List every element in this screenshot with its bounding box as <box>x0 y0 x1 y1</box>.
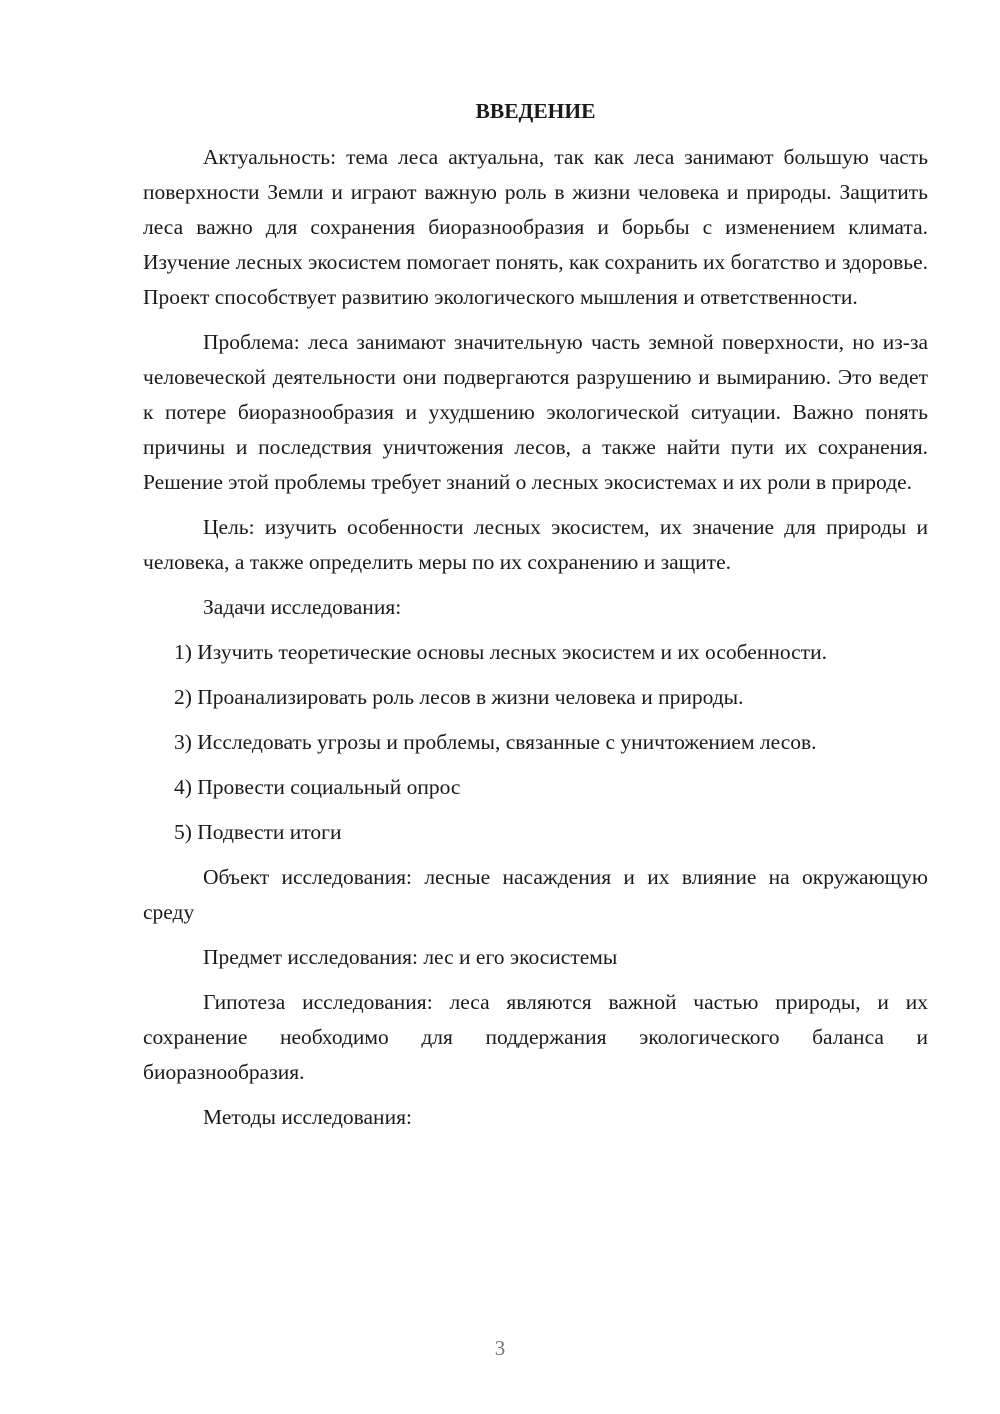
tasks-list <box>143 635 928 850</box>
goal-paragraph: Цель: изучить особенности лесных экосистем, их значение для природы и человека, а также определить меры по их сохранению и защите. <box>143 515 928 574</box>
section-heading: ВВЕДЕНИЕ <box>475 99 596 123</box>
subject-paragraph: Предмет исследования: лес и его экосистемы <box>203 945 618 969</box>
task-item: 2) Проанализировать роль лесов в жизни человека и природы. <box>174 685 744 709</box>
problem-paragraph: Проблема: леса занимают значительную часть земной поверхности, но из-за человеческой деятельности они подвергаются разрушению и вымиранию. Это ведет к потере биоразнообразия и ухудшению экологической ситуации. Важно понять причины и последствия уничтожения лесов, а также найти пути их сохранения. Решение этой проблемы требует знаний о лесных экосистемах и их роли в природе. <box>143 330 928 494</box>
hypothesis-paragraph: Гипотеза исследования: леса являются важной частью природы, и их сохранение необходимо для поддержания экологического баланса и биоразнообразия. <box>143 990 928 1084</box>
page-number: 3 <box>494 1336 506 1360</box>
task-item: 1) Изучить теоретические основы лесных экосистем и их особенности. <box>174 640 827 664</box>
tasks-title: Задачи исследования: <box>203 595 402 619</box>
task-item: 3) Исследовать угрозы и проблемы, связанные с уничтожением лесов. <box>174 730 817 754</box>
page-content <box>143 96 928 1145</box>
methods-title: Методы исследования: <box>203 1105 412 1129</box>
relevance-paragraph: Актуальность: тема леса актуальна, так как леса занимают большую часть поверхности Земли и играют важную роль в жизни человека и природы. Защитить леса важно для сохранения биоразнообразия и борьбы с изменением климата. Изучение лесных экосистем помогает понять, как сохранить их богатство и здоровье. Проект способствует развитию экологического мышления и ответственности. <box>143 145 928 309</box>
task-item: 4) Провести социальный опрос <box>174 775 461 799</box>
task-item: 5) Подвести итоги <box>174 820 342 844</box>
object-paragraph: Объект исследования: лесные насаждения и их влияние на окружающую среду <box>143 865 928 924</box>
